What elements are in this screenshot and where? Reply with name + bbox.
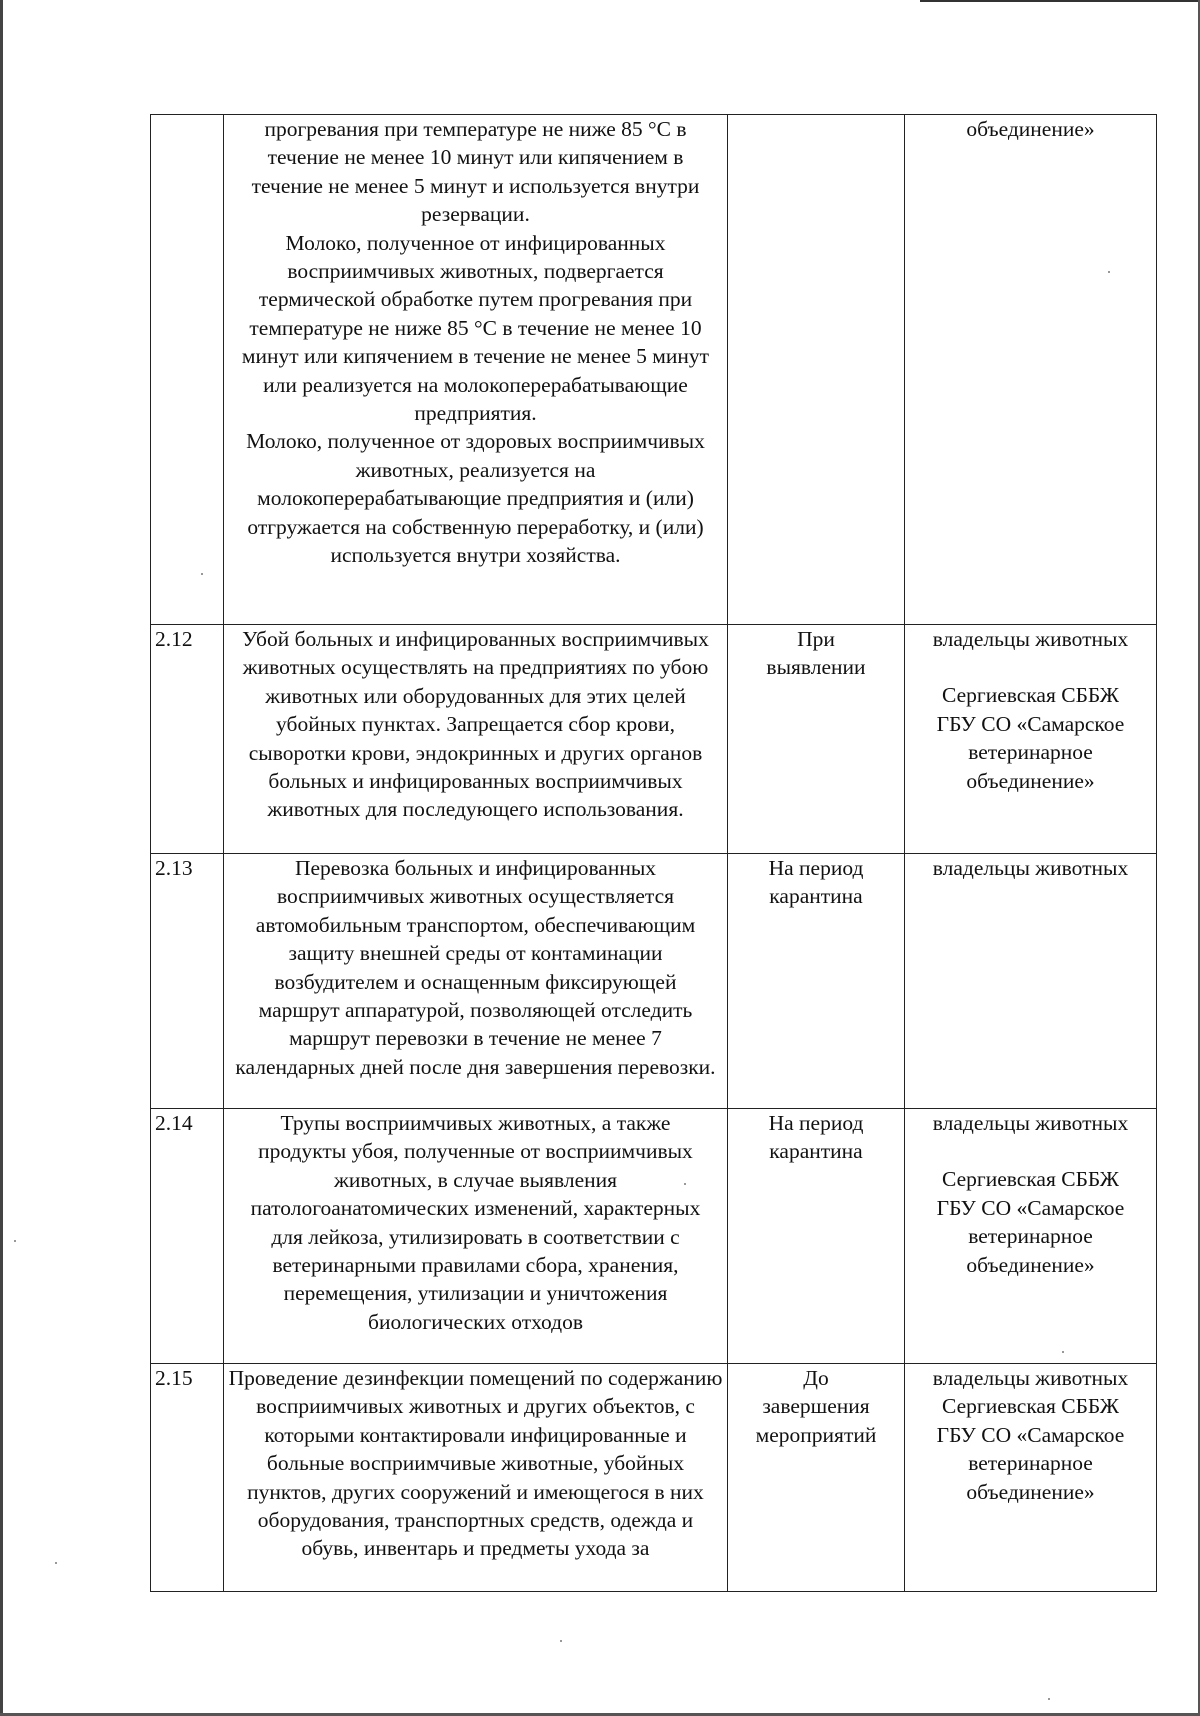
term-cell — [728, 1109, 905, 1364]
measure-paragraph: Убой больных и инфицированных восприимчивых животных осуществлять на предприятиях по убою животных или оборудованных для этих целей убойных пунктах. Запрещается сбор крови, сыворотки крови, эндокринных и других органов больных и инфицированных восприимчивых животных для последующего использования. — [242, 627, 709, 822]
responsible-cell — [905, 1109, 1157, 1364]
scan-speck — [201, 573, 203, 575]
measure-paragraph: Проведение дезинфекции помещений по содержанию восприимчивых животных и других объектов, с которыми контактировали инфицированные и больные восприимчивые животные, убойных пунктов, других сооружений и имеющегося в них оборудования, транспортных средств, одежда и обувь, инвентарь и предметы ухода за — [228, 1366, 723, 1561]
term-text: На период карантина — [768, 1111, 864, 1164]
responsible-owner: владельцы животных — [932, 1111, 1129, 1135]
scan-speck — [1108, 271, 1110, 273]
measure-text — [224, 1364, 728, 1592]
measure-text — [224, 115, 728, 625]
term-cell — [728, 1364, 905, 1592]
term-cell — [728, 625, 905, 854]
table-row — [151, 854, 1157, 1109]
row-number: 2.13 — [151, 854, 224, 1109]
responsible-org: Сергиевская СББЖ ГБУ СО «Самарское ветеринарное объединение» — [936, 683, 1125, 793]
table-row — [151, 1109, 1157, 1364]
responsible-org: Сергиевская СББЖ ГБУ СО «Самарское ветеринарное объединение» — [936, 1167, 1125, 1277]
table-row — [151, 115, 1157, 625]
measure-paragraph: Молоко, полученное от здоровых восприимчивых животных, реализуется на молокоперерабатывающие предприятия и (или) отгружается на собственную переработку, и (или) используется внутри хозяйства. — [246, 429, 705, 568]
responsible-owner: владельцы животных — [932, 627, 1129, 651]
scan-speck — [560, 1640, 562, 1642]
responsible-cell — [905, 115, 1157, 625]
scan-speck — [684, 1183, 686, 1185]
scan-speck — [55, 1562, 57, 1564]
row-number: 2.15 — [151, 1364, 224, 1592]
row-number: 2.14 — [151, 1109, 224, 1364]
responsible-org: объединение» — [966, 117, 1095, 141]
responsible-org: Сергиевская СББЖ ГБУ СО «Самарское ветеринарное объединение» — [936, 1394, 1125, 1504]
measure-paragraph: Молоко, полученное от инфицированных восприимчивых животных, подвергается термической обработке путем прогревания при температуре не ниже 85 °С в течение не менее 10 минут или кипячением в течение не менее 5 минут или реализуется на молокоперерабатывающие предприятия. — [241, 230, 710, 426]
table-row — [151, 625, 1157, 854]
responsible-owner: владельцы животных — [932, 1366, 1129, 1390]
measure-paragraph: прогревания при температуре не ниже 85 °С в течение не менее 10 минут или кипячением в течение не менее 5 минут и используется внутри резервации. — [251, 117, 700, 227]
row-number: 2.12 — [151, 625, 224, 854]
scan-speck — [1048, 1698, 1050, 1700]
responsible-cell — [905, 625, 1157, 854]
term-text: При выявлении — [766, 627, 866, 680]
term-text: На период карантина — [768, 856, 864, 909]
table-row — [151, 1364, 1157, 1592]
term-cell — [728, 854, 905, 1109]
responsible-cell — [905, 854, 1157, 1109]
scan-edge — [920, 0, 1200, 5]
responsible-owner: владельцы животных — [932, 856, 1129, 880]
measure-text — [224, 1109, 728, 1364]
scan-edge — [0, 0, 3, 1716]
responsible-cell — [905, 1364, 1157, 1592]
measure-paragraph: Трупы восприимчивых животных, а также продукты убоя, полученные от восприимчивых животных, в случае выявления патологоанатомических изменений, характерных для лейкоза, утилизировать в соответствии с ветеринарными правилами сбора, хранения, перемещения, утилизации и уничтожения биологических отходов — [250, 1111, 701, 1334]
measure-paragraph: Перевозка больных и инфицированных восприимчивых животных осуществляется автомобильным транспортом, обеспечивающим защиту внешней среды от контаминации возбудителем и оснащенным фиксирующей маршрут аппаратурой, позволяющей отследить маршрут перевозки в течение не менее 7 календарных дней после дня завершения перевозки. — [235, 856, 716, 1079]
measure-text — [224, 625, 728, 854]
term-cell — [728, 115, 905, 625]
row-number — [151, 115, 224, 625]
term-text: До завершения мероприятий — [755, 1366, 877, 1447]
measure-text — [224, 854, 728, 1109]
measures-table — [150, 114, 1157, 1592]
scan-speck — [14, 1240, 16, 1242]
scan-speck — [1062, 1351, 1064, 1353]
